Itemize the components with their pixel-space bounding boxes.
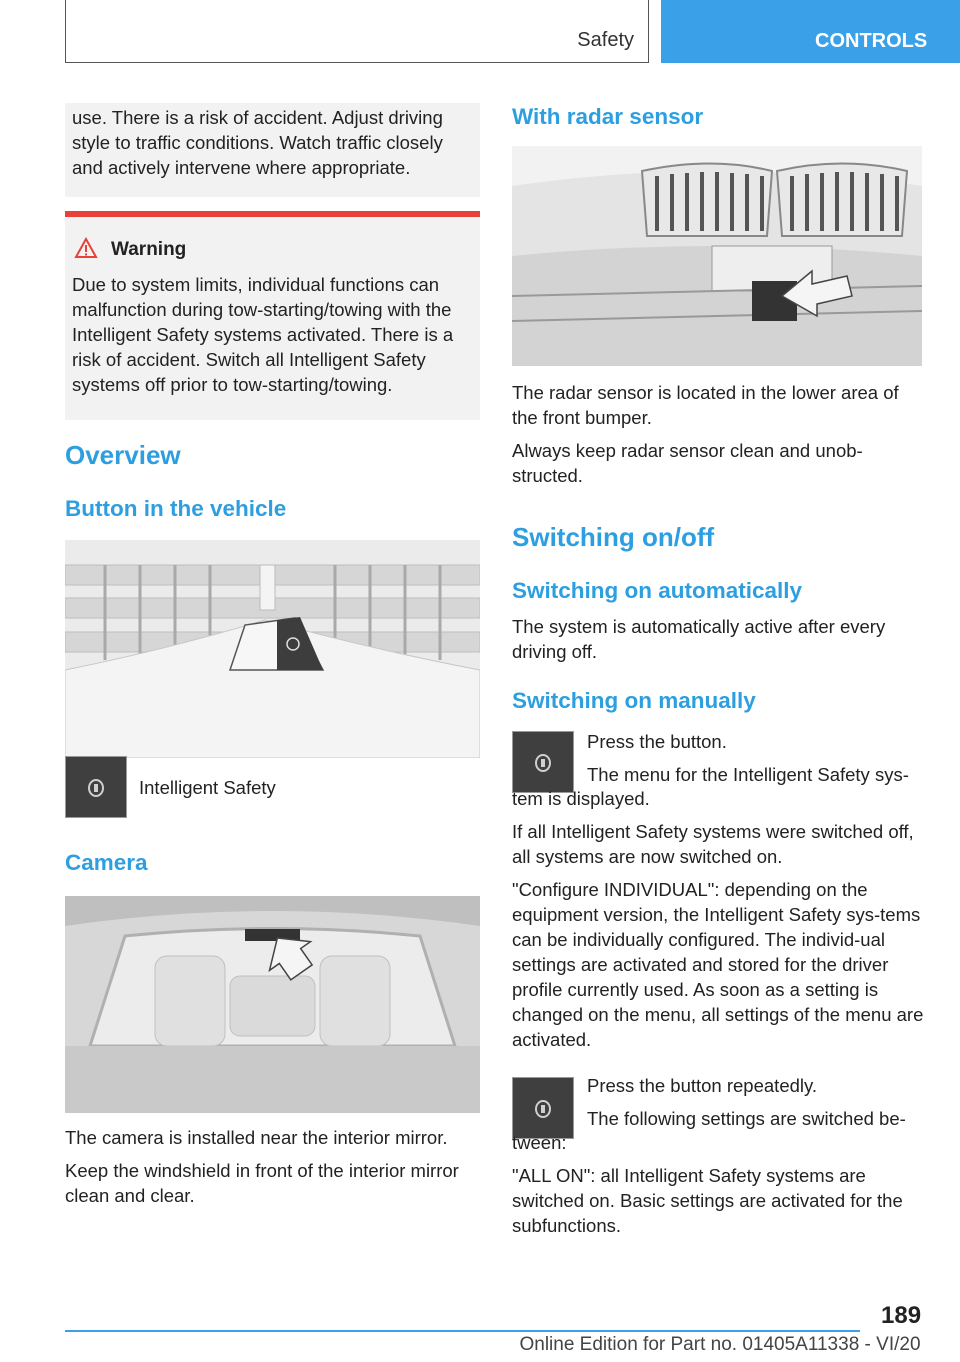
- repeat-step-1b: The following settings are switched be‐: [587, 1108, 906, 1129]
- grille-button-image: [65, 540, 480, 758]
- warning-triangle-icon: [74, 237, 98, 264]
- switching-auto-heading: Switching on automatically: [512, 578, 803, 603]
- button-in-vehicle-heading: Button in the vehicle: [65, 496, 287, 521]
- warning-title: Warning: [111, 239, 187, 260]
- radar-paragraph-1: The radar sensor is located in the lower area of the front bumper.: [512, 382, 899, 428]
- manual-paragraph-3: "Configure INDIVIDUAL": depending on the equipment version, the Intelligent Safety sys‐tems can be individually configured. The individ‐ual settings are activated and stored for the driver profile currently used. As soon as a setting is changed on the menu, all settings of the menu are activated.: [512, 879, 924, 1050]
- repeat-step-1b-cont: tween:: [512, 1132, 567, 1153]
- header-section-tab: [65, 0, 649, 63]
- warning-box: [65, 211, 480, 420]
- radar-sensor-heading: With radar sensor: [512, 104, 704, 129]
- page-number: 189: [881, 1302, 922, 1329]
- intelligent-safety-label: Intelligent Safety: [139, 777, 276, 798]
- continued-note-box: [65, 103, 480, 197]
- switching-on-off-heading: Switching on/off: [512, 522, 715, 552]
- warning-text: Due to system limits, individual functions can malfunction during tow-starting/towing with the Intelligent Safety systems activated. There is a risk of accident. Switch all Intelligent Safety systems off prior to tow-starting/towing.: [72, 274, 454, 395]
- radar-sensor-image: [512, 146, 922, 366]
- header-chapter-title: CONTROLS: [815, 30, 928, 52]
- overview-heading: Overview: [65, 440, 181, 470]
- manual-paragraph-2: If all Intelligent Safety systems were switched off, all systems are now switched on.: [512, 821, 914, 867]
- camera-interior-image: [65, 896, 480, 1113]
- repeat-step-1: Press the button repeatedly.: [587, 1075, 818, 1096]
- auto-text-block: [512, 614, 927, 664]
- camera-text-block: [65, 1125, 480, 1208]
- intelligent-safety-button-icon-manual: [512, 731, 574, 793]
- header-chapter-tab: [661, 0, 960, 63]
- repeat-text-block: [512, 1130, 932, 1238]
- manual-text-block: [512, 786, 932, 1052]
- footer-divider: [65, 1330, 860, 1332]
- auto-paragraph: The system is automatically active after every driving off.: [512, 616, 886, 662]
- footer-edition-text: Online Edition for Part no. 01405A11338 - VI/20: [519, 1334, 921, 1355]
- repeat-paragraph-2: "ALL ON": all Intelligent Safety systems are switched on. Basic settings are activated for the subfunctions.: [512, 1165, 903, 1236]
- intelligent-safety-button-icon: [65, 756, 127, 818]
- camera-paragraph-1: The camera is installed near the interior mirror.: [65, 1127, 448, 1148]
- manual-step-1b: The menu for the Intelligent Safety sys‐: [587, 764, 909, 785]
- radar-paragraph-2: Always keep radar sensor clean and unobstructed.: [512, 440, 863, 486]
- radar-text-block: [512, 380, 927, 488]
- camera-paragraph-2: Keep the windshield in front of the interior mirror clean and clear.: [65, 1160, 459, 1206]
- manual-step-1b-cont: tem is displayed.: [512, 788, 650, 809]
- header-section-title: Safety: [577, 29, 634, 51]
- switching-manual-heading: Switching on manually: [512, 688, 756, 713]
- manual-step-1: Press the button.: [587, 731, 727, 752]
- continued-note-text: use. There is a risk of accident. Adjust driving style to traffic conditions. Watch traffic closely and actively intervene where appropriate.: [72, 107, 443, 178]
- repeat-step-block: [587, 1073, 932, 1131]
- camera-heading: Camera: [65, 850, 148, 875]
- manual-step-block: [587, 729, 932, 787]
